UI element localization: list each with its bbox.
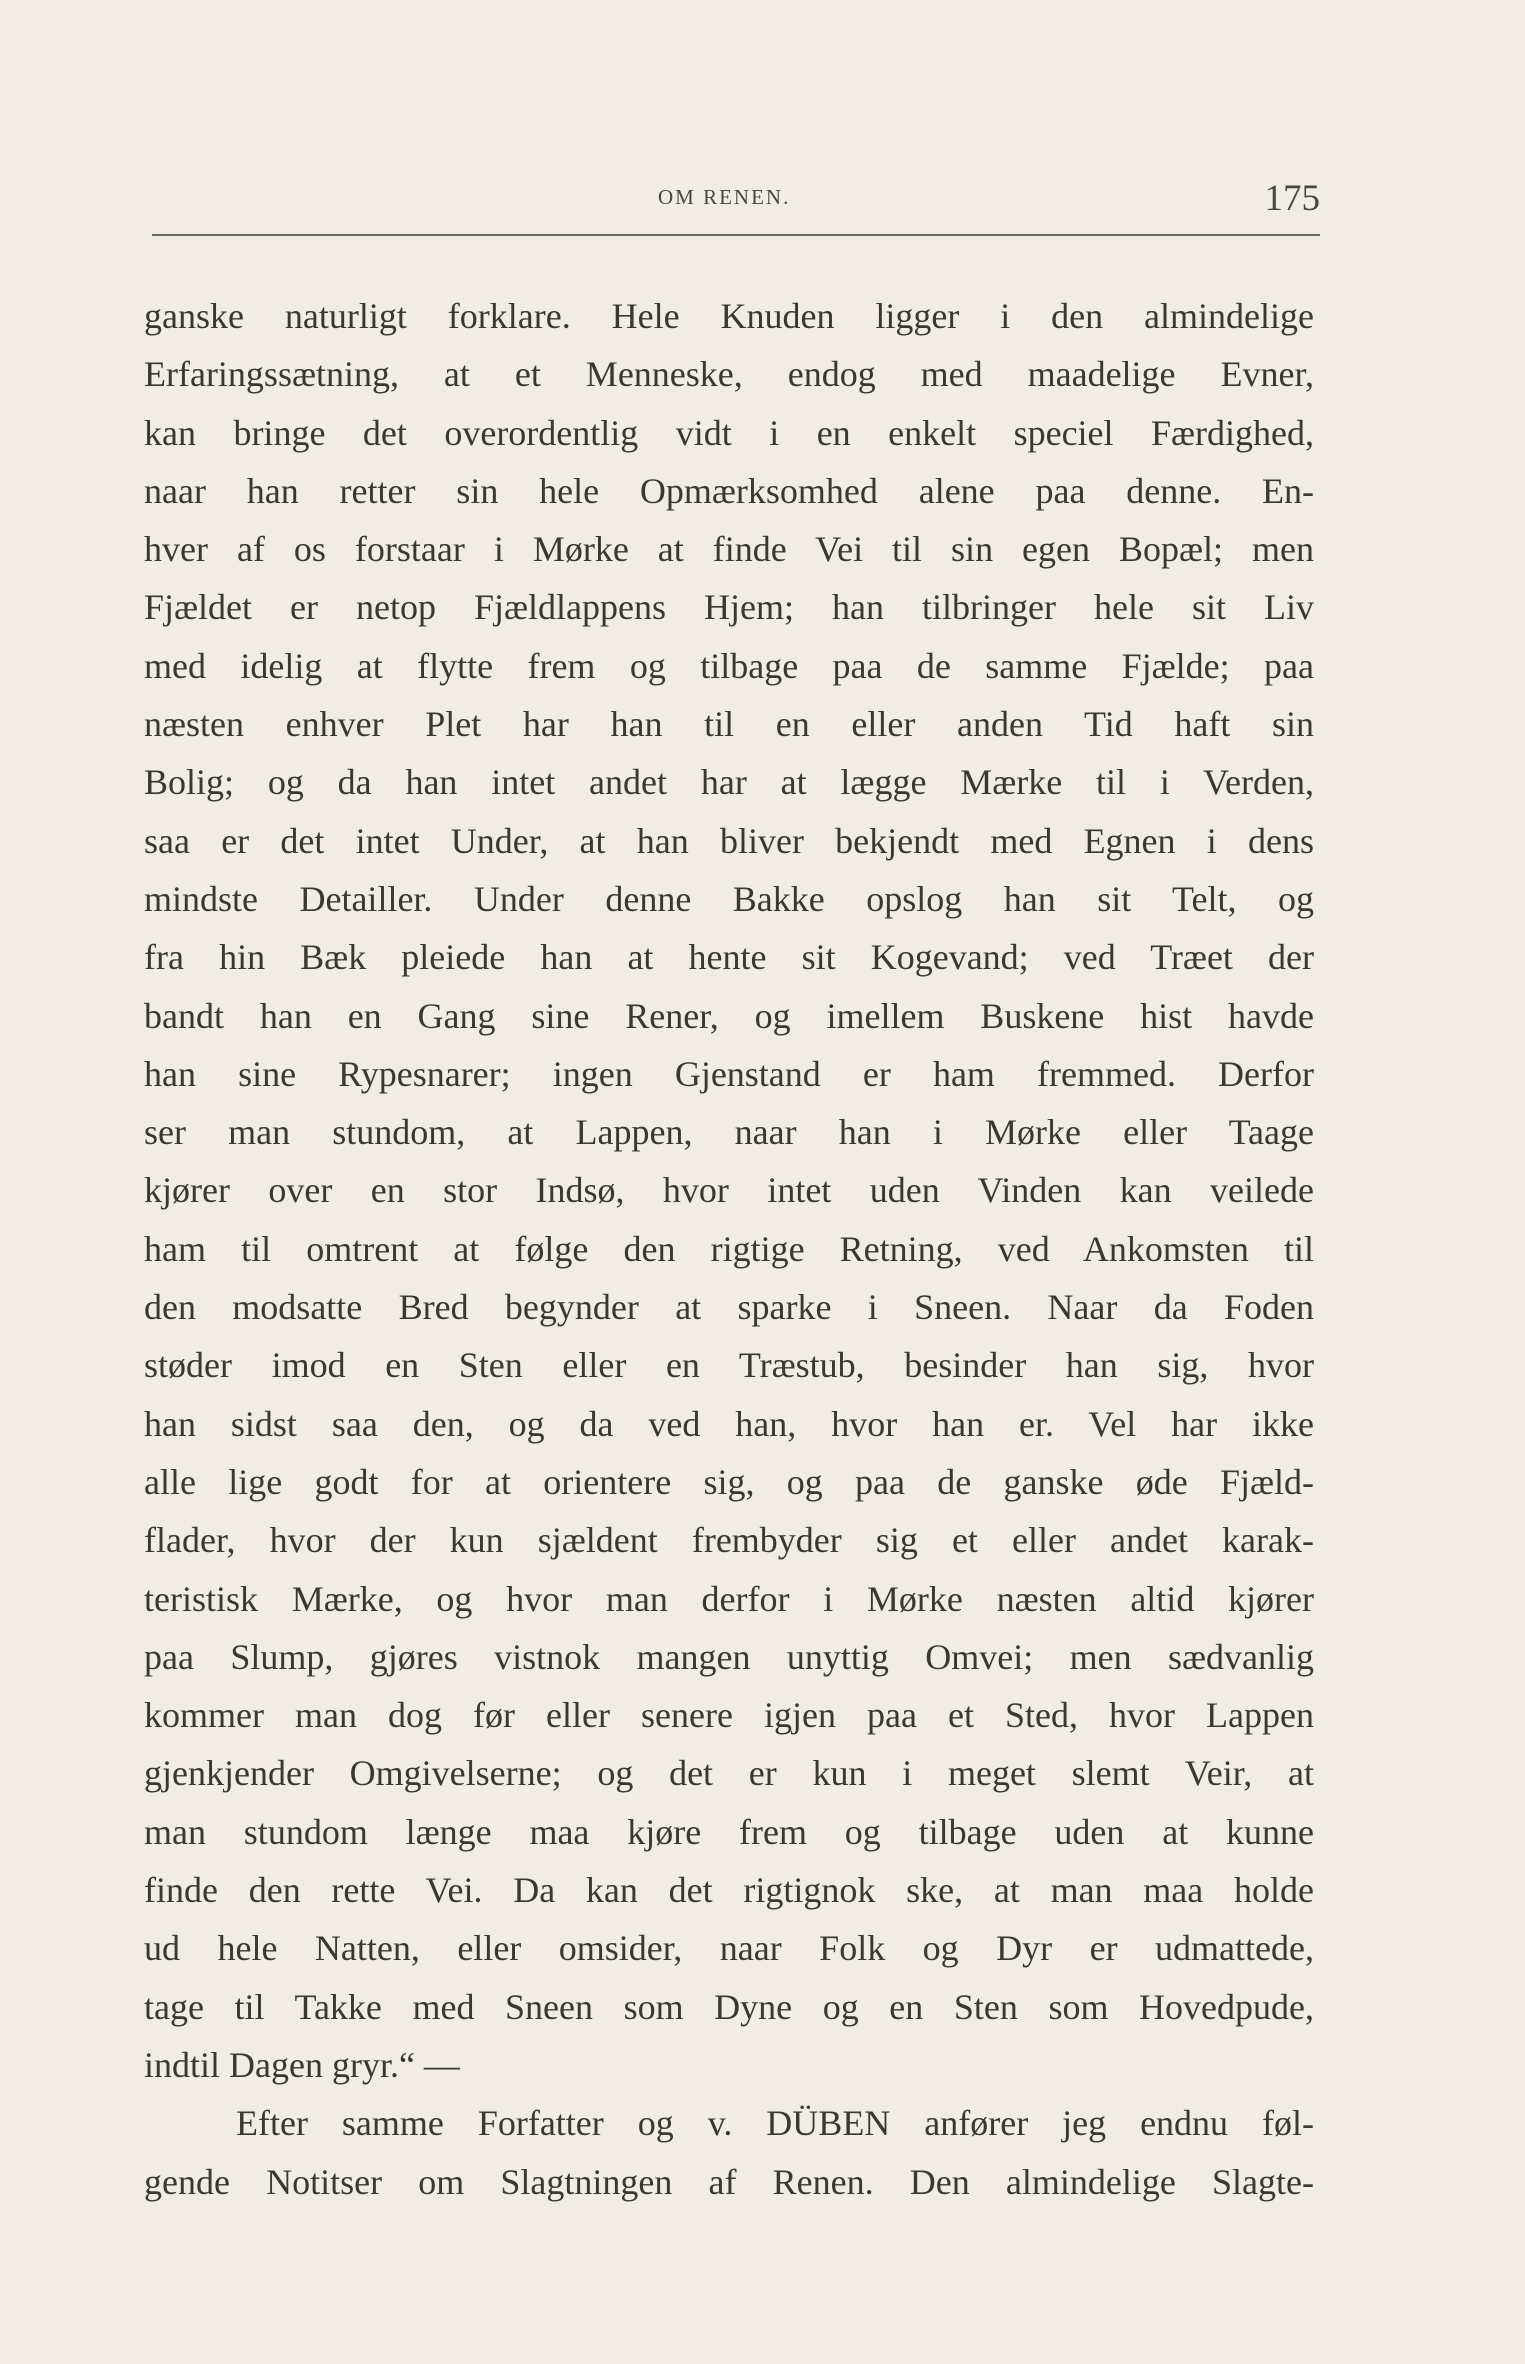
text-line: kjører over en stor Indsø, hvor intet uden Vinden kan veilede <box>144 1170 1314 1211</box>
page-header <box>152 175 1320 235</box>
text-line: Efter samme Forfatter og v. DÜBEN anfører jeg endnu føl- <box>236 2103 1314 2144</box>
text-line: ganske naturligt forklare. Hele Knuden ligger i den almindelige <box>144 296 1314 336</box>
text-line: bandt han en Gang sine Rener, og imellem Buskene hist havde <box>144 995 1314 1036</box>
text-line: finde den rette Vei. Da kan det rigtignok ske, at man maa holde <box>144 1870 1314 1911</box>
text-line: kan bringe det overordentlig vidt i en enkelt speciel Færdighed, <box>144 412 1314 453</box>
text-line: han sine Rypesnarer; ingen Gjenstand er ham fremmed. Derfor <box>144 1053 1314 1094</box>
text-line: mindste Detailler. Under denne Bakke opslog han sit Telt, og <box>144 878 1314 919</box>
text-line: gjenkjender Omgivelserne; og det er kun i meget slemt Veir, at <box>144 1753 1314 1794</box>
text-line: paa Slump, gjøres vistnok mangen unyttig Omvei; men sædvanlig <box>144 1636 1314 1677</box>
text-line: Erfaringssætning, at et Menneske, endog med maadelige Evner, <box>144 354 1314 395</box>
text-line: gende Notitser om Slagtningen af Renen. Den almindelige Slagte- <box>144 2161 1314 2202</box>
text-line: den modsatte Bred begynder at sparke i Sneen. Naar da Foden <box>144 1287 1314 1328</box>
text-line: han sidst saa den, og da ved han, hvor han er. Vel har ikke <box>144 1403 1314 1444</box>
page-number: 175 <box>1264 178 1320 219</box>
text-line: hver af os forstaar i Mørke at finde Vei til sin egen Bopæl; men <box>144 529 1314 570</box>
text-line: fra hin Bæk pleiede han at hente sit Kogevand; ved Træet der <box>144 937 1314 978</box>
header-rule <box>152 234 1320 236</box>
text-line: saa er det intet Under, at han bliver bekjendt med Egnen i dens <box>144 820 1314 861</box>
text-line: ser man stundom, at Lappen, naar han i Mørke eller Taage <box>144 1112 1314 1153</box>
text-line: naar han retter sin hele Opmærksomhed alene paa denne. En- <box>144 470 1314 511</box>
text-line: støder imod en Sten eller en Træstub, besinder han sig, hvor <box>144 1345 1314 1386</box>
text-line: med idelig at flytte frem og tilbage paa de samme Fjælde; paa <box>144 645 1314 686</box>
text-line: Fjældet er netop Fjældlappens Hjem; han tilbringer hele sit Liv <box>144 587 1314 628</box>
text-line: alle lige godt for at orientere sig, og paa de ganske øde Fjæld- <box>144 1461 1314 1502</box>
running-head: OM RENEN. <box>658 185 791 209</box>
body-text <box>144 287 1314 2211</box>
text-line: tage til Takke med Sneen som Dyne og en Sten som Hovedpude, <box>144 1986 1314 2027</box>
text-line: indtil Dagen gryr.“ — <box>144 2044 460 2085</box>
text-line: flader, hvor der kun sjældent frembyder sig et eller andet karak- <box>144 1520 1314 1561</box>
text-line: man stundom længe maa kjøre frem og tilbage uden at kunne <box>144 1811 1314 1852</box>
text-line: næsten enhver Plet har han til en eller anden Tid haft sin <box>144 704 1314 745</box>
text-line: ud hele Natten, eller omsider, naar Folk og Dyr er udmattede, <box>144 1928 1314 1969</box>
text-line: Bolig; og da han intet andet har at lægge Mærke til i Verden, <box>144 762 1314 803</box>
text-line: ham til omtrent at følge den rigtige Retning, ved Ankomsten til <box>144 1228 1314 1269</box>
text-line: teristisk Mærke, og hvor man derfor i Mørke næsten altid kjører <box>144 1578 1314 1619</box>
text-line: kommer man dog før eller senere igjen paa et Sted, hvor Lappen <box>144 1695 1314 1736</box>
